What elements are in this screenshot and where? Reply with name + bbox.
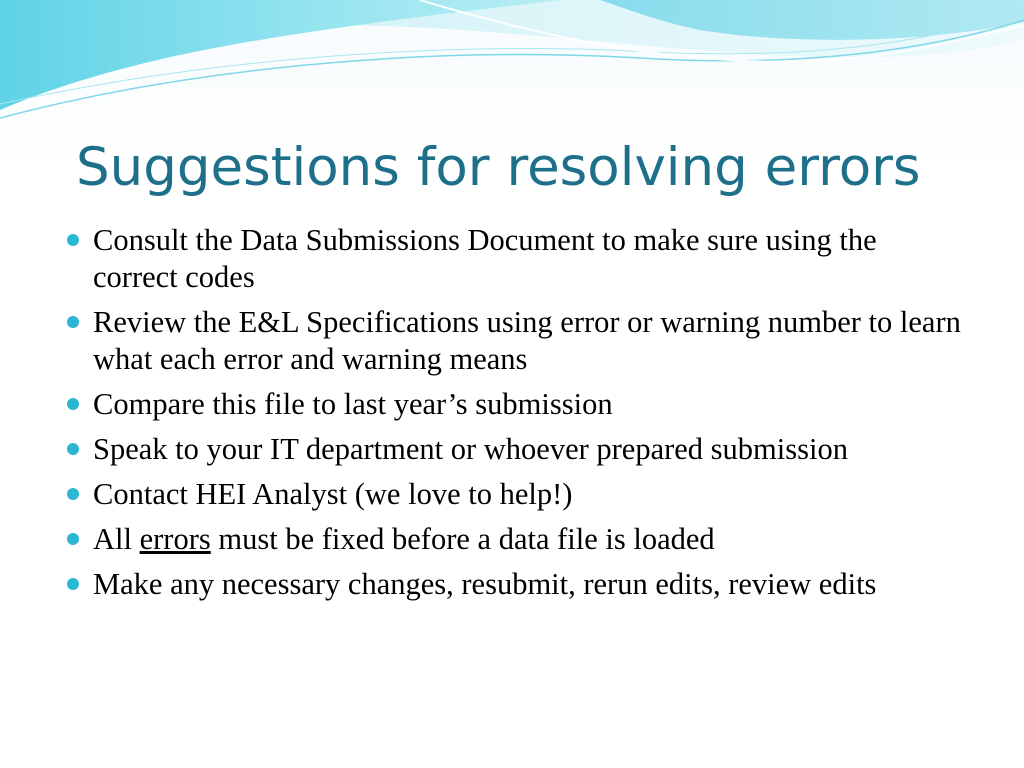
slide-title: Suggestions for resolving errors [76,137,921,198]
list-item [66,521,966,558]
bullet-dot-icon [67,316,79,328]
list-item [66,476,966,513]
list-item [66,431,966,468]
bullet-list [66,222,966,611]
bullet-dot-icon [67,533,79,545]
bullet-dot-icon [67,488,79,500]
bullet-text: Compare this file to last year’s submission [93,387,613,421]
list-item [66,566,966,603]
header-wave-decoration [0,0,1024,130]
bullet-text: Consult the Data Submissions Document to make sure using the correct codes [93,223,877,294]
bullet-text: Make any necessary changes, resubmit, rerun edits, review edits [93,567,877,601]
bullet-dot-icon [67,398,79,410]
list-item [66,304,966,378]
bullet-text: Review the E&L Specifications using error or warning number to learn what each error and warning means [93,305,961,376]
bullet-dot-icon [67,443,79,455]
bullet-dot-icon [67,578,79,590]
bullet-text-emphasis: errors [139,522,211,556]
bullet-dot-icon [67,234,79,246]
list-item [66,386,966,423]
bullet-text: Speak to your IT department or whoever prepared submission [93,432,848,466]
bullet-text-suffix: must be fixed before a data file is loaded [210,522,715,556]
bullet-text: Contact HEI Analyst (we love to help!) [93,477,573,511]
list-item [66,222,966,296]
bullet-text-prefix: All [93,522,140,556]
